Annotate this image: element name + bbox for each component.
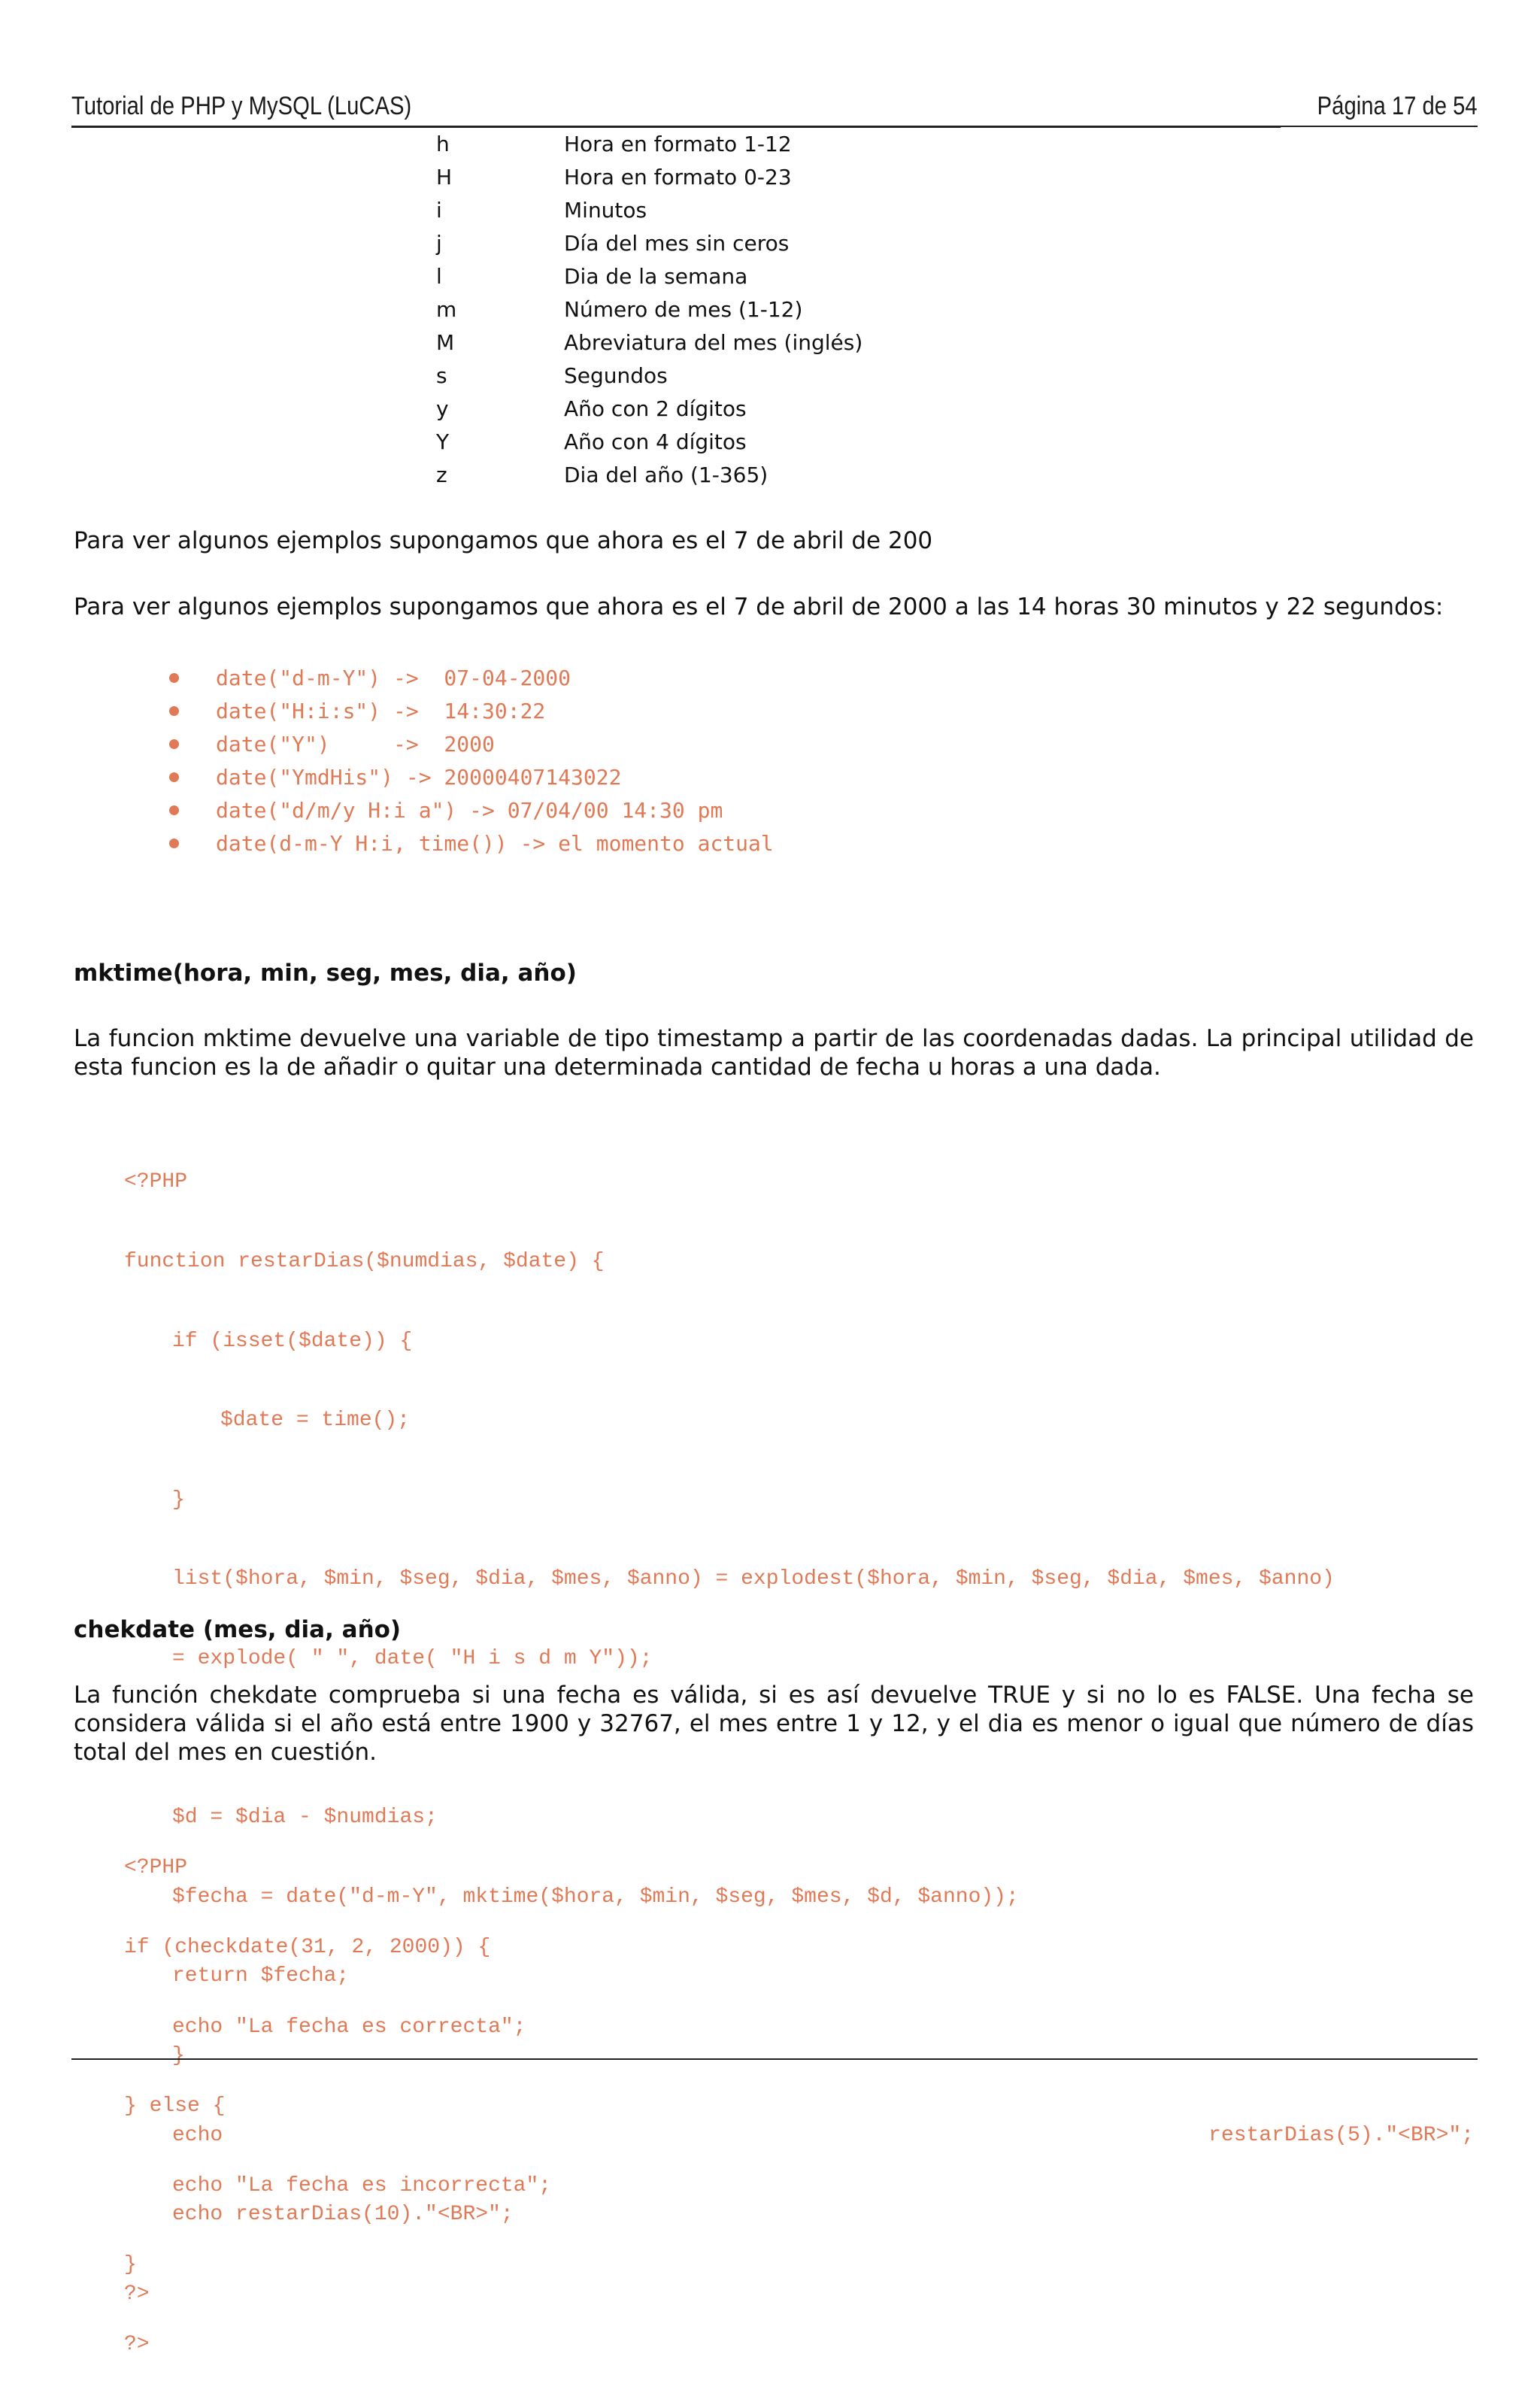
code-line: if (isset($date)) { (172, 1329, 413, 1353)
format-code: Y (436, 429, 450, 454)
bullet-icon (169, 673, 179, 683)
checkdate-description: La función chekdate comprueba si una fecha es válida, si es así devuelve TRUE y si no lo es FALSE. Una fecha se considera válida si el año está entre 1900 y 32767, el mes entre 1 y 12, y el dia es menor o igual que número de días total del mes en cuestión. (74, 1682, 1474, 1766)
code-token: restarDias(5)."<BR>"; (1208, 2123, 1474, 2147)
format-description: Segundos (564, 363, 668, 388)
example-text: date("d-m-Y") -> 07-04-2000 (216, 666, 571, 690)
format-code: s (436, 363, 447, 388)
code-line: ?> (124, 2332, 150, 2356)
page-header (71, 89, 1281, 128)
format-description: Minutos (564, 198, 647, 223)
code-line: list($hora, $min, $seg, $dia, $mes, $anno) = explodest($hora, $min, $seg, $dia, $mes, $anno) (172, 1567, 1335, 1591)
code-line: echo "La fecha es incorrecta"; (172, 2173, 552, 2197)
code-line: echo restarDias(10)."<BR>"; (172, 2203, 514, 2227)
page-number: Página 17 de 54 (1317, 92, 1478, 120)
format-description: Número de mes (1-12) (564, 297, 803, 322)
header-divider (71, 126, 1478, 127)
format-code: h (436, 132, 450, 156)
format-description: Dia de la semana (564, 264, 748, 289)
bullet-icon (169, 739, 179, 749)
bullet-icon (169, 706, 179, 716)
format-code: l (436, 264, 442, 289)
example-text: date("H:i:s") -> 14:30:22 (216, 699, 546, 723)
code-line: } (172, 1488, 185, 1512)
format-code: M (436, 330, 455, 355)
format-code: H (436, 165, 453, 190)
intro-paragraph: Para ver algunos ejemplos supongamos que ahora es el 7 de abril de 200 (74, 527, 933, 554)
format-description: Abreviatura del mes (inglés) (564, 330, 863, 355)
checkdate-heading: chekdate (mes, dia, año) (74, 1616, 402, 1643)
format-description: Dia del año (1-365) (564, 463, 768, 487)
code-line: $d = $dia - $numdias; (172, 1806, 438, 1830)
checkdate-code-block (124, 1802, 1474, 2384)
code-line: $fecha = date("d-m-Y", mktime($hora, $min, $seg, $mes, $d, $anno)); (172, 1885, 1019, 1909)
document-title: Tutorial de PHP y MySQL (LuCAS) (71, 92, 412, 120)
mktime-description: La funcion mktime devuelve una variable de tipo timestamp a partir de las coordenadas dadas. La principal utilidad de esta funcion es la de añadir o quitar una determinada cantidad de fecha u horas a una dada. (74, 1025, 1474, 1081)
code-line: <?PHP (124, 1856, 188, 1880)
code-line: return $fecha; (172, 1964, 350, 1988)
code-line: } else { (124, 2094, 226, 2119)
code-line: ?> (124, 2282, 150, 2306)
example-text: date("Y") -> 2000 (216, 732, 495, 757)
example-intro-paragraph: Para ver algunos ejemplos supongamos que ahora es el 7 de abril de 2000 a las 14 horas 30 minutos y 22 segundos: (74, 593, 1444, 620)
code-line: echo "La fecha es correcta"; (172, 2015, 526, 2039)
example-text: date("YmdHis") -> 20000407143022 (216, 765, 622, 790)
code-token: echo (172, 2123, 223, 2147)
code-line: <?PHP (124, 1170, 188, 1194)
bullet-icon (169, 839, 179, 848)
format-code: y (436, 396, 449, 421)
format-description: Día del mes sin ceros (564, 231, 790, 256)
format-code: m (436, 297, 457, 322)
format-code: j (436, 231, 442, 256)
code-line: $date = time(); (220, 1409, 411, 1433)
example-text: date("d/m/y H:i a") -> 07/04/00 14:30 pm (216, 798, 723, 823)
bullet-icon (169, 772, 179, 782)
code-line: if (checkdate(31, 2, 2000)) { (124, 1936, 491, 1959)
code-line: } (124, 2253, 137, 2277)
example-text: date(d-m-Y H:i, time()) -> el momento actual (216, 831, 774, 856)
format-description: Hora en formato 1-12 (564, 132, 792, 156)
code-line: } (172, 2043, 185, 2067)
format-code: i (436, 198, 442, 223)
format-description: Año con 4 dígitos (564, 429, 747, 454)
code-line: function restarDias($numdias, $date) { (124, 1250, 605, 1273)
code-line: = explode( " ", date( "H i s d m Y")); (172, 1646, 653, 1670)
format-description: Hora en formato 0-23 (564, 165, 792, 190)
mktime-heading: mktime(hora, min, seg, mes, dia, año) (74, 960, 577, 987)
format-code: z (436, 463, 447, 487)
footer-divider (71, 2058, 1478, 2060)
bullet-icon (169, 805, 179, 815)
format-description: Año con 2 dígitos (564, 396, 747, 421)
